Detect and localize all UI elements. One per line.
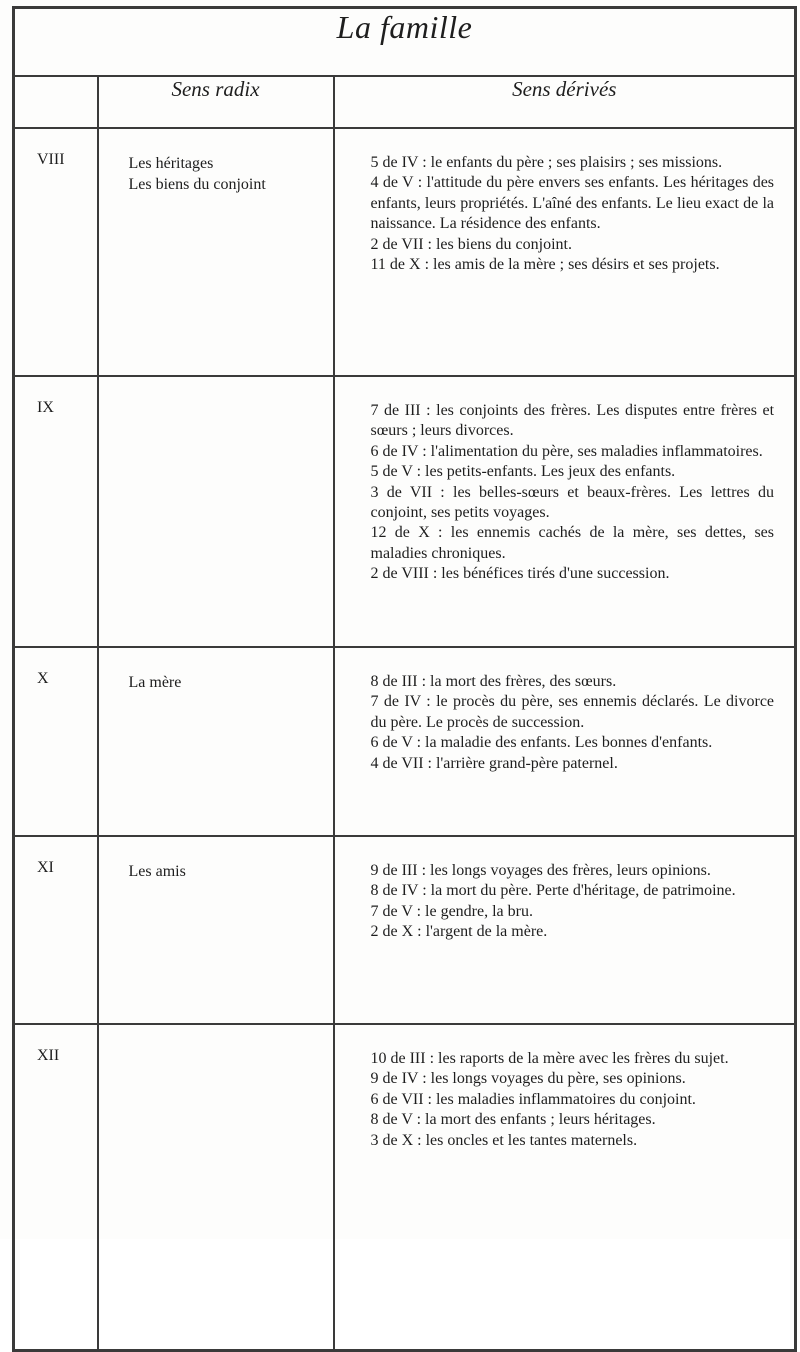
derived-cell xyxy=(334,836,796,1024)
derived-entry: 10 de III : les raports de la mère avec les frères du sujet. xyxy=(370,1050,729,1067)
derived-entry: 12 de X : les ennemis cachés de la mère, ses dettes, ses maladies chroniques. xyxy=(370,524,775,562)
table-row xyxy=(14,128,796,376)
radix-cell xyxy=(98,376,334,647)
derived-entry: 8 de V : la mort des enfants ; leurs héritages. xyxy=(370,1111,656,1129)
house-number: IX xyxy=(14,376,98,647)
derived-entry: 2 de VII : les biens du conjoint. xyxy=(370,235,572,253)
derived-entry: 8 de IV : la mort du père. Perte d'héritage, de patrimoine. xyxy=(370,882,736,900)
derived-entry: 9 de III : les longs voyages des frères, leurs opinions. xyxy=(370,862,711,879)
header-sens-derives: Sens dérivés xyxy=(334,76,796,128)
family-houses-table xyxy=(12,6,797,1352)
derived-entry: 2 de X : l'argent de la mère. xyxy=(370,923,548,941)
derived-cell xyxy=(334,647,796,836)
derived-entry: 7 de IV : le procès du père, ses ennemis déclarés. Le divorce du père. Le procès de succession. xyxy=(370,693,775,731)
derived-entry: 6 de IV : l'alimentation du père, ses maladies inflammatoires. xyxy=(370,442,763,460)
derived-entry: 4 de VII : l'arrière grand-père paternel. xyxy=(370,754,618,772)
radix-cell xyxy=(98,836,334,1024)
radix-line: Les biens du conjoint xyxy=(128,176,266,193)
radix-line: Les amis xyxy=(128,863,186,880)
header-house-number xyxy=(14,76,98,128)
derived-cell xyxy=(334,1024,796,1351)
derived-entry: 11 de X : les amis de la mère ; ses désirs et ses projets. xyxy=(370,256,720,274)
header-sens-radix: Sens radix xyxy=(98,76,334,128)
radix-cell xyxy=(98,647,334,836)
derived-entry: 4 de V : l'attitude du père envers ses enfants. Les héritages des enfants, leurs propriétés. L'aîné des enfants. Le lieu exact de la naissance. La résidence des enfants. xyxy=(370,174,775,233)
derived-entry: 9 de IV : les longs voyages du père, ses opinions. xyxy=(370,1070,686,1088)
table-title: La famille xyxy=(14,8,796,77)
radix-line: La mère xyxy=(128,674,182,691)
house-number: X xyxy=(14,647,98,836)
derived-entry: 6 de VII : les maladies inflammatoires du conjoint. xyxy=(370,1090,696,1108)
table-row xyxy=(14,1024,796,1351)
derived-cell xyxy=(334,128,796,376)
derived-entry: 7 de III : les conjoints des frères. Les disputes entre frères et sœurs ; leurs divorces. xyxy=(370,402,775,440)
derived-entry: 2 de VIII : les bénéfices tirés d'une succession. xyxy=(370,565,670,583)
derived-entry: 6 de V : la maladie des enfants. Les bonnes d'enfants. xyxy=(370,734,713,752)
derived-entry: 7 de V : le gendre, la bru. xyxy=(370,902,533,920)
table-row xyxy=(14,647,796,836)
derived-entry: 3 de X : les oncles et les tantes maternels. xyxy=(370,1131,638,1149)
house-number: XI xyxy=(14,836,98,1024)
house-number: VIII xyxy=(14,128,98,376)
table-row xyxy=(14,376,796,647)
radix-cell xyxy=(98,1024,334,1351)
derived-entry: 5 de V : les petits-enfants. Les jeux des enfants. xyxy=(370,463,676,481)
derived-entry: 8 de III : la mort des frères, des sœurs. xyxy=(370,673,617,690)
derived-entry: 5 de IV : le enfants du père ; ses plaisirs ; ses missions. xyxy=(370,154,723,171)
derived-entry: 3 de VII : les belles-sœurs et beaux-frères. Les lettres du conjoint, ses petits voyages. xyxy=(370,483,775,522)
house-number: XII xyxy=(14,1024,98,1351)
radix-line: Les héritages xyxy=(128,155,214,172)
derived-cell xyxy=(334,376,796,647)
table-row xyxy=(14,836,796,1024)
radix-cell xyxy=(98,128,334,376)
